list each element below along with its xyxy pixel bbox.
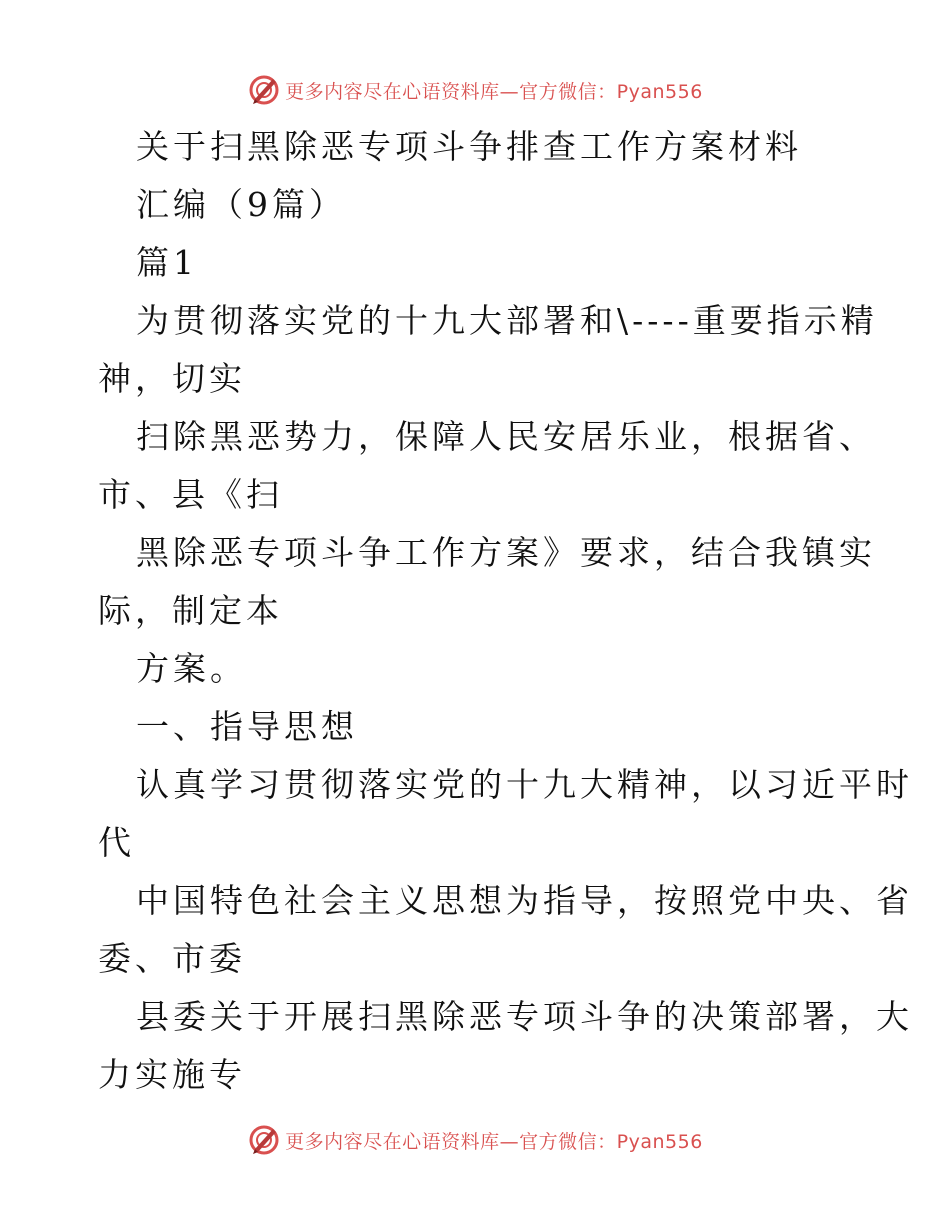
text-line: 力实施专 — [98, 1055, 246, 1094]
text-line: 方案。 — [136, 649, 247, 688]
watermark-text: 更多内容尽在心语资料库—官方微信：Pyan556 — [285, 80, 703, 103]
text-line: 篇1 — [136, 243, 198, 282]
watermark-text: 更多内容尽在心语资料库—官方微信：Pyan556 — [285, 1130, 703, 1153]
text-line: 认真学习贯彻落实党的十九大精神，以习近平时 — [136, 765, 913, 804]
section-heading: 一、指导思想 — [136, 707, 358, 746]
text-line: 县委关于开展扫黑除恶专项斗争的决策部署，大 — [136, 997, 913, 1036]
text-line: 黑除恶专项斗争工作方案》要求，结合我镇实 — [136, 533, 876, 572]
text-line: 汇编（9篇） — [136, 185, 346, 224]
text-line: 神，切实 — [98, 359, 246, 398]
text-line: 扫除黑恶势力，保障人民安居乐业，根据省、 — [136, 417, 876, 456]
text-line: 关于扫黑除恶专项斗争排查工作方案材料 — [136, 127, 802, 166]
text-line: 代 — [98, 823, 135, 862]
pen-logo-icon — [247, 73, 281, 107]
text-line: 委、市委 — [98, 939, 246, 978]
text-line: 市、县《扫 — [98, 475, 283, 514]
text-line: 为贯彻落实党的十九大部署和\----重要指示精 — [136, 301, 878, 340]
text-line: 中国特色社会主义思想为指导，按照党中央、省 — [136, 881, 913, 920]
document-body — [98, 118, 913, 1104]
pen-logo-icon — [247, 1123, 281, 1157]
header-watermark-banner — [0, 70, 950, 110]
text-line: 际，制定本 — [98, 591, 283, 630]
footer-watermark-banner — [0, 1120, 950, 1160]
